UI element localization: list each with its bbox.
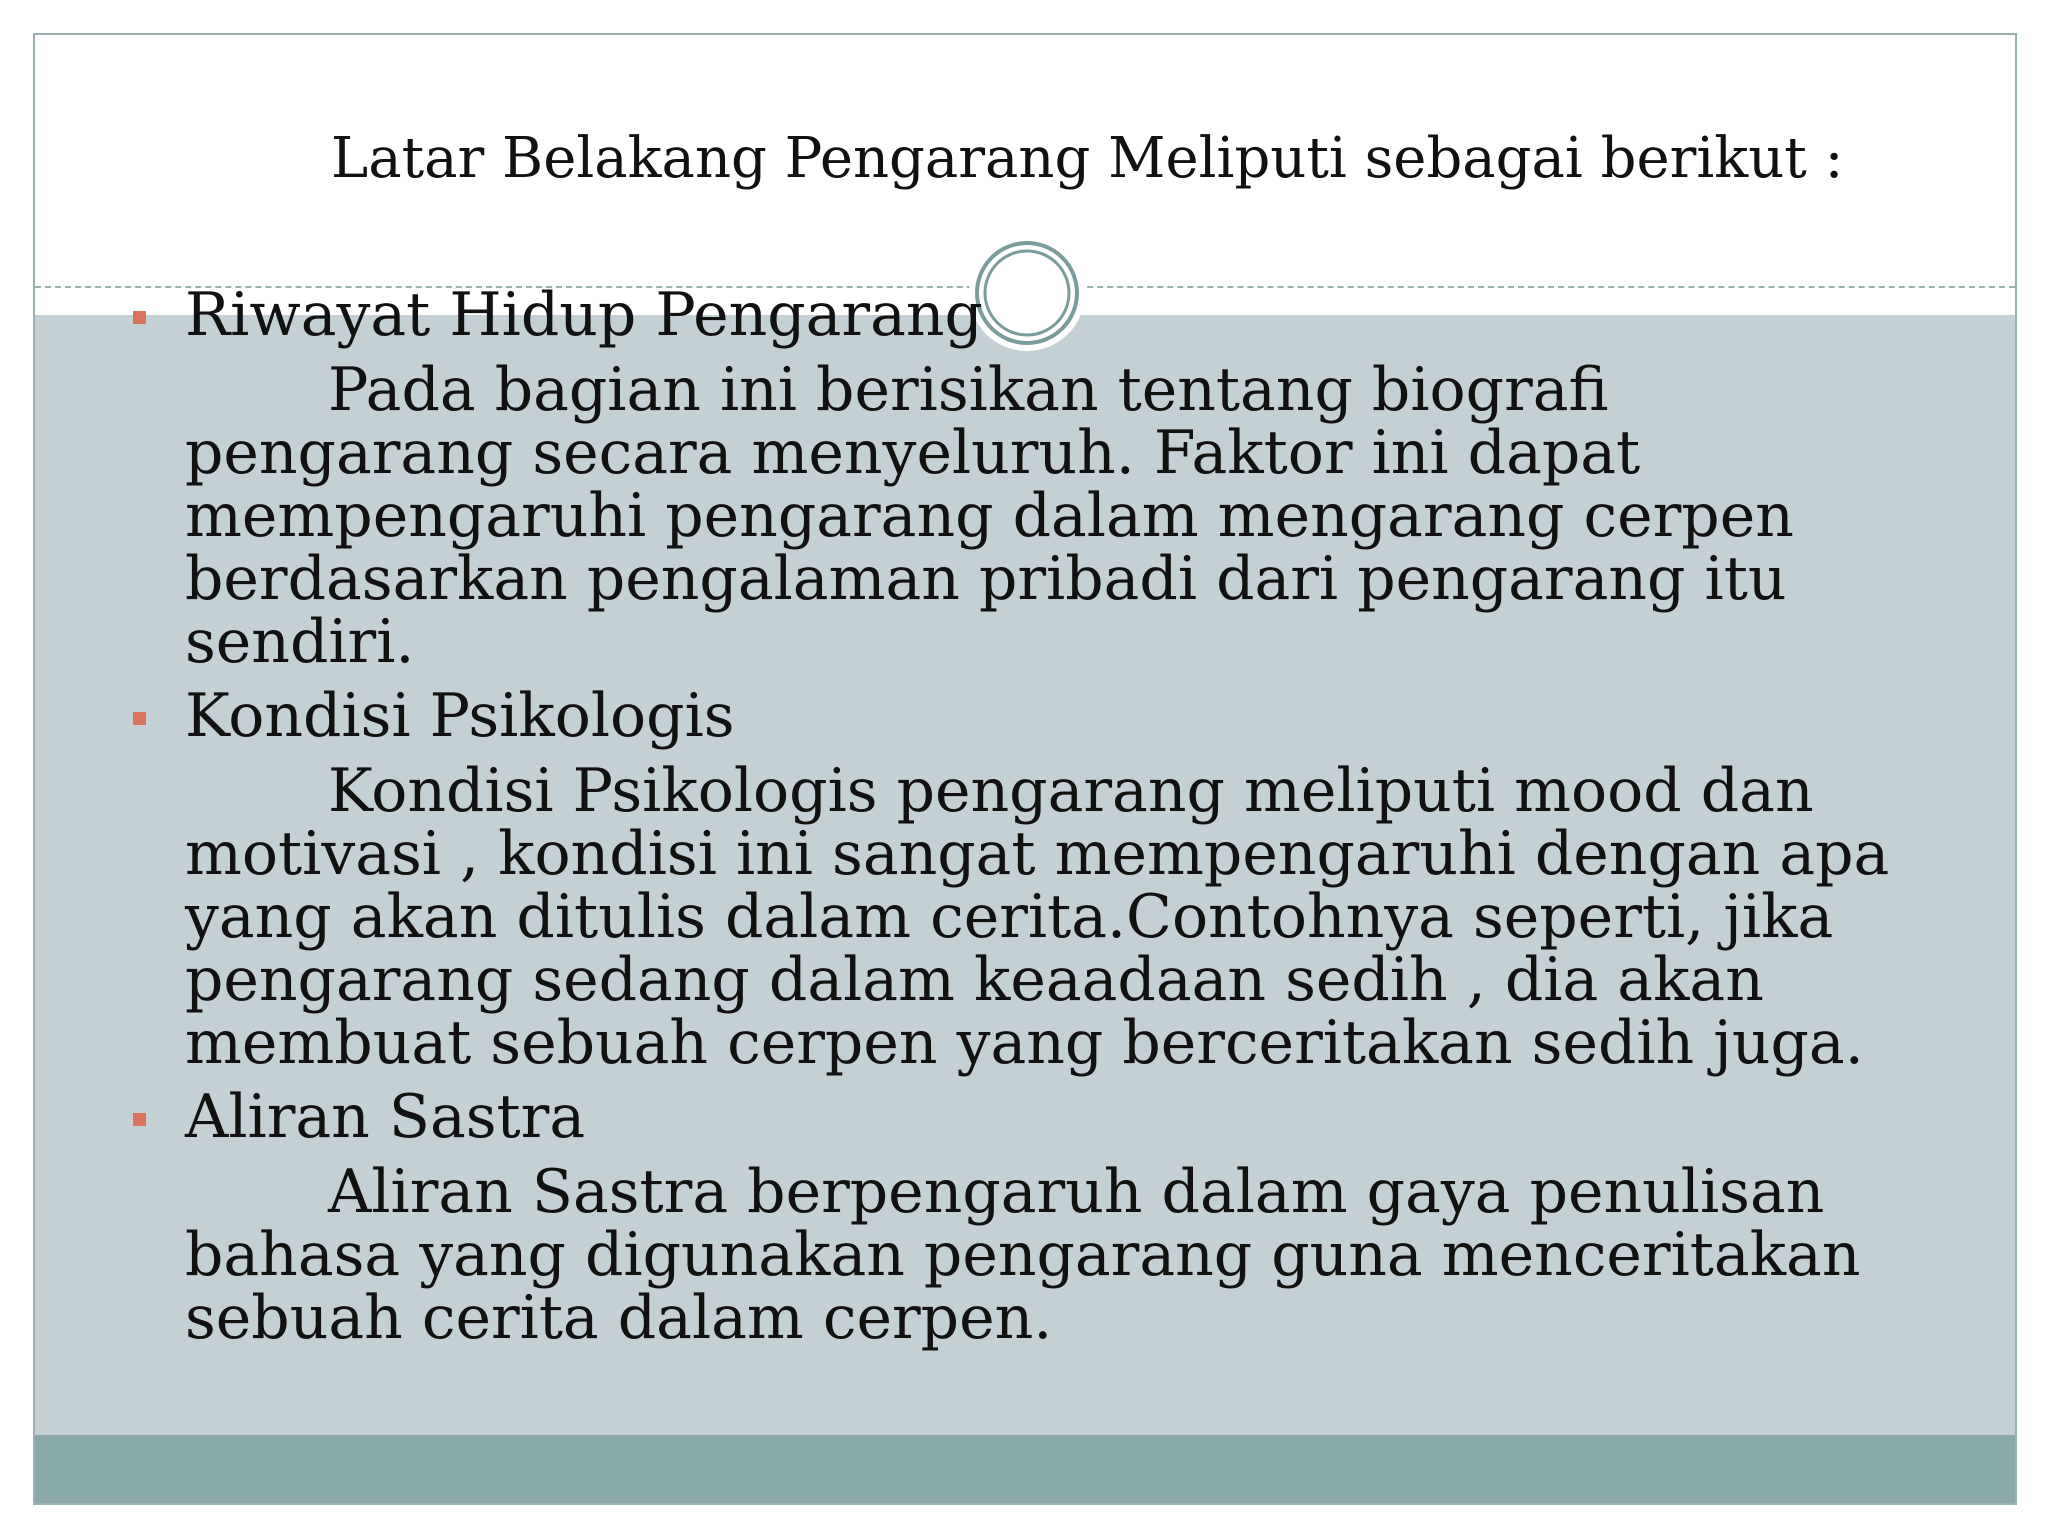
list-item — [185, 680, 1945, 1081]
bullet-list — [185, 279, 1945, 1356]
square-bullet-icon — [133, 1113, 146, 1126]
item-paragraph: Pada bagian ini berisikan tentang biografi pengarang secara menyeluruh. Faktor ini dapat mempengaruhi pengarang dalam mengarang cerpen berdasarkan pengalaman pribadi dari pengarang itu sendiri. — [185, 355, 1794, 677]
list-item — [185, 279, 1945, 680]
list-item — [185, 1081, 1945, 1356]
slide-title: Latar Belakang Pengarang Meliputi sebagai berikut : — [331, 126, 1844, 191]
item-paragraph: Aliran Sastra berpengaruh dalam gaya penulisan bahasa yang digunakan pengarang guna menceritakan sebuah cerita dalam cerpen. — [185, 1157, 1861, 1353]
item-heading: Aliran Sastra — [185, 1082, 586, 1152]
square-bullet-icon — [133, 712, 146, 725]
item-heading: Kondisi Psikologis — [185, 681, 735, 751]
slide-footer-band — [35, 1435, 2015, 1503]
item-paragraph: Kondisi Psikologis pengarang meliputi mood dan motivasi , kondisi ini sangat mempengaruhi dengan apa yang akan ditulis dalam cerita.Contohnya seperti, jika pengarang sedang dalam keaadaan sedih , dia akan membuat sebuah cerpen yang berceritakan sedih juga. — [185, 756, 1890, 1078]
slide — [33, 33, 2017, 1505]
item-heading: Riwayat Hidup Pengarang — [185, 280, 983, 350]
square-bullet-icon — [133, 311, 146, 324]
